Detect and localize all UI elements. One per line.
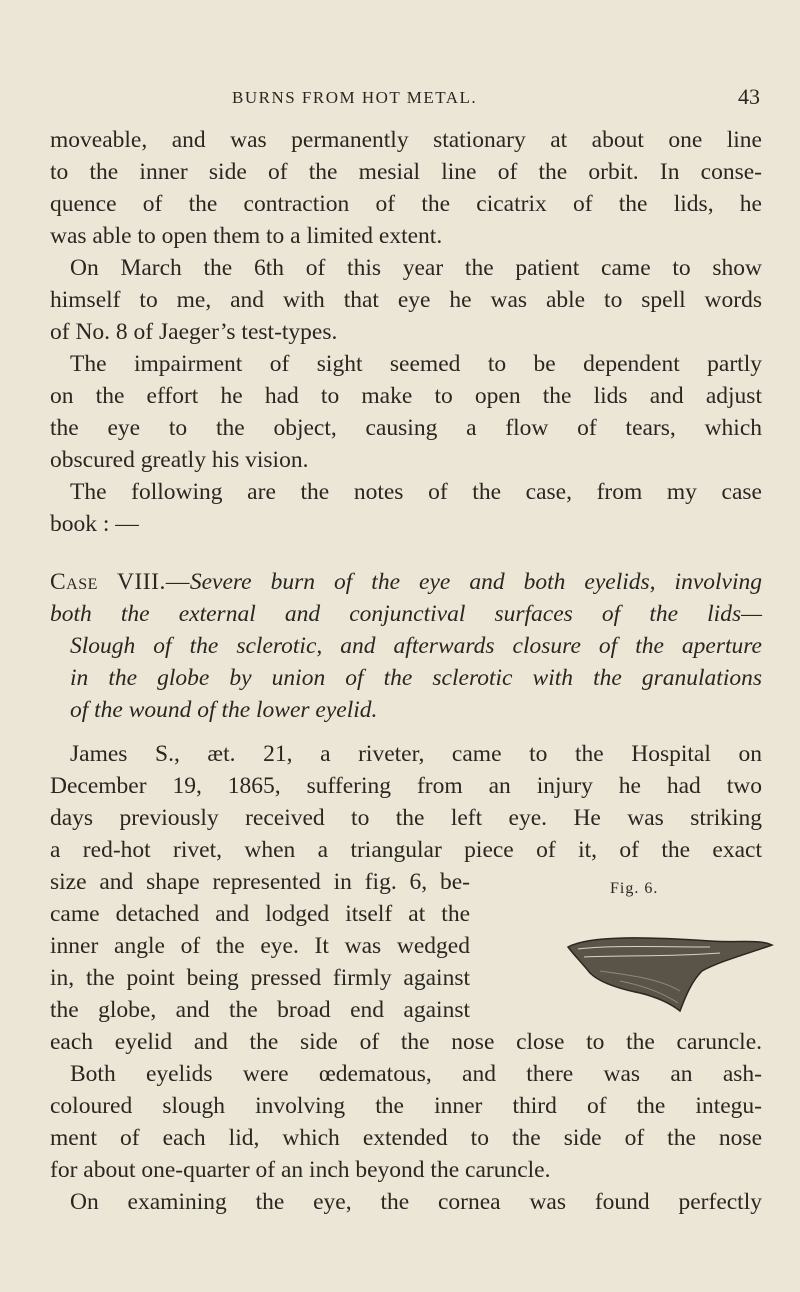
text-line: December 19, 1865, suffering from an injury he had two (50, 773, 762, 799)
text-line: ment of each lid, which extended to the side of the nose (50, 1125, 762, 1151)
text-line: each eyelid and the side of the nose close to the caruncle. (50, 1029, 762, 1055)
text-line: On March the 6th of this year the patient came to show (70, 255, 762, 281)
case-title-line: Severe burn of the eye and both eyelids, involving (189, 569, 762, 595)
case-title-line: Slough of the sclerotic, and afterwards closure of the aperture (70, 633, 762, 659)
page-number: 43 (738, 84, 760, 109)
text-line: The impairment of sight seemed to be dependent partly (70, 351, 762, 377)
text-line: Both eyelids were œdematous, and there was an ash- (70, 1061, 762, 1087)
text-line: in, the point being pressed firmly against (50, 965, 470, 991)
case-title-line: both the external and conjunctival surfaces of the lids— (50, 601, 762, 627)
figure-caption: Fig. 6. (610, 880, 659, 897)
text-line: the eye to the object, causing a flow of tears, which (50, 415, 762, 441)
text-line: inner angle of the eye. It was wedged (50, 933, 470, 959)
text-line: book : — (50, 511, 139, 537)
text-line: coloured slough involving the inner third of the integu- (50, 1093, 762, 1119)
text-line: was able to open them to a limited extent. (50, 223, 443, 249)
text-line: on the effort he had to make to open the lids and adjust (50, 383, 762, 409)
page-header (0, 84, 800, 114)
case-title-line: in the globe by union of the sclerotic with the granulations (70, 665, 762, 691)
text-line: The following are the notes of the case, from my case (70, 479, 762, 505)
case-title-line: of the wound of the lower eyelid. (70, 697, 378, 723)
text-line: days previously received to the left eye. He was striking (50, 805, 762, 831)
text-line: came detached and lodged itself at the (50, 901, 470, 927)
rivet-fragment-icon (560, 906, 780, 1046)
text-line: On examining the eye, the cornea was found perfectly (70, 1189, 762, 1215)
running-title: BURNS FROM HOT METAL. (232, 88, 478, 107)
text-line: the globe, and the broad end against (50, 997, 470, 1023)
text-line: a red-hot rivet, when a triangular piece of it, of the exact (50, 837, 762, 863)
text-line: James S., æt. 21, a riveter, came to the Hospital on (70, 741, 762, 767)
text-line: for about one-quarter of an inch beyond the caruncle. (50, 1157, 551, 1183)
text-line: obscured greatly his vision. (50, 447, 309, 473)
case-heading (50, 566, 762, 598)
text-line: size and shape represented in fig. 6, be- (50, 869, 470, 895)
text-line: of No. 8 of Jaeger’s test-types. (50, 319, 338, 345)
case-number: Case VIII.— (50, 569, 190, 595)
text-line: to the inner side of the mesial line of the orbit. In conse- (50, 159, 762, 185)
text-line: moveable, and was permanently stationary at about one line (50, 127, 762, 153)
text-line: himself to me, and with that eye he was able to spell words (50, 287, 762, 313)
text-line: quence of the contraction of the cicatrix of the lids, he (50, 191, 762, 217)
